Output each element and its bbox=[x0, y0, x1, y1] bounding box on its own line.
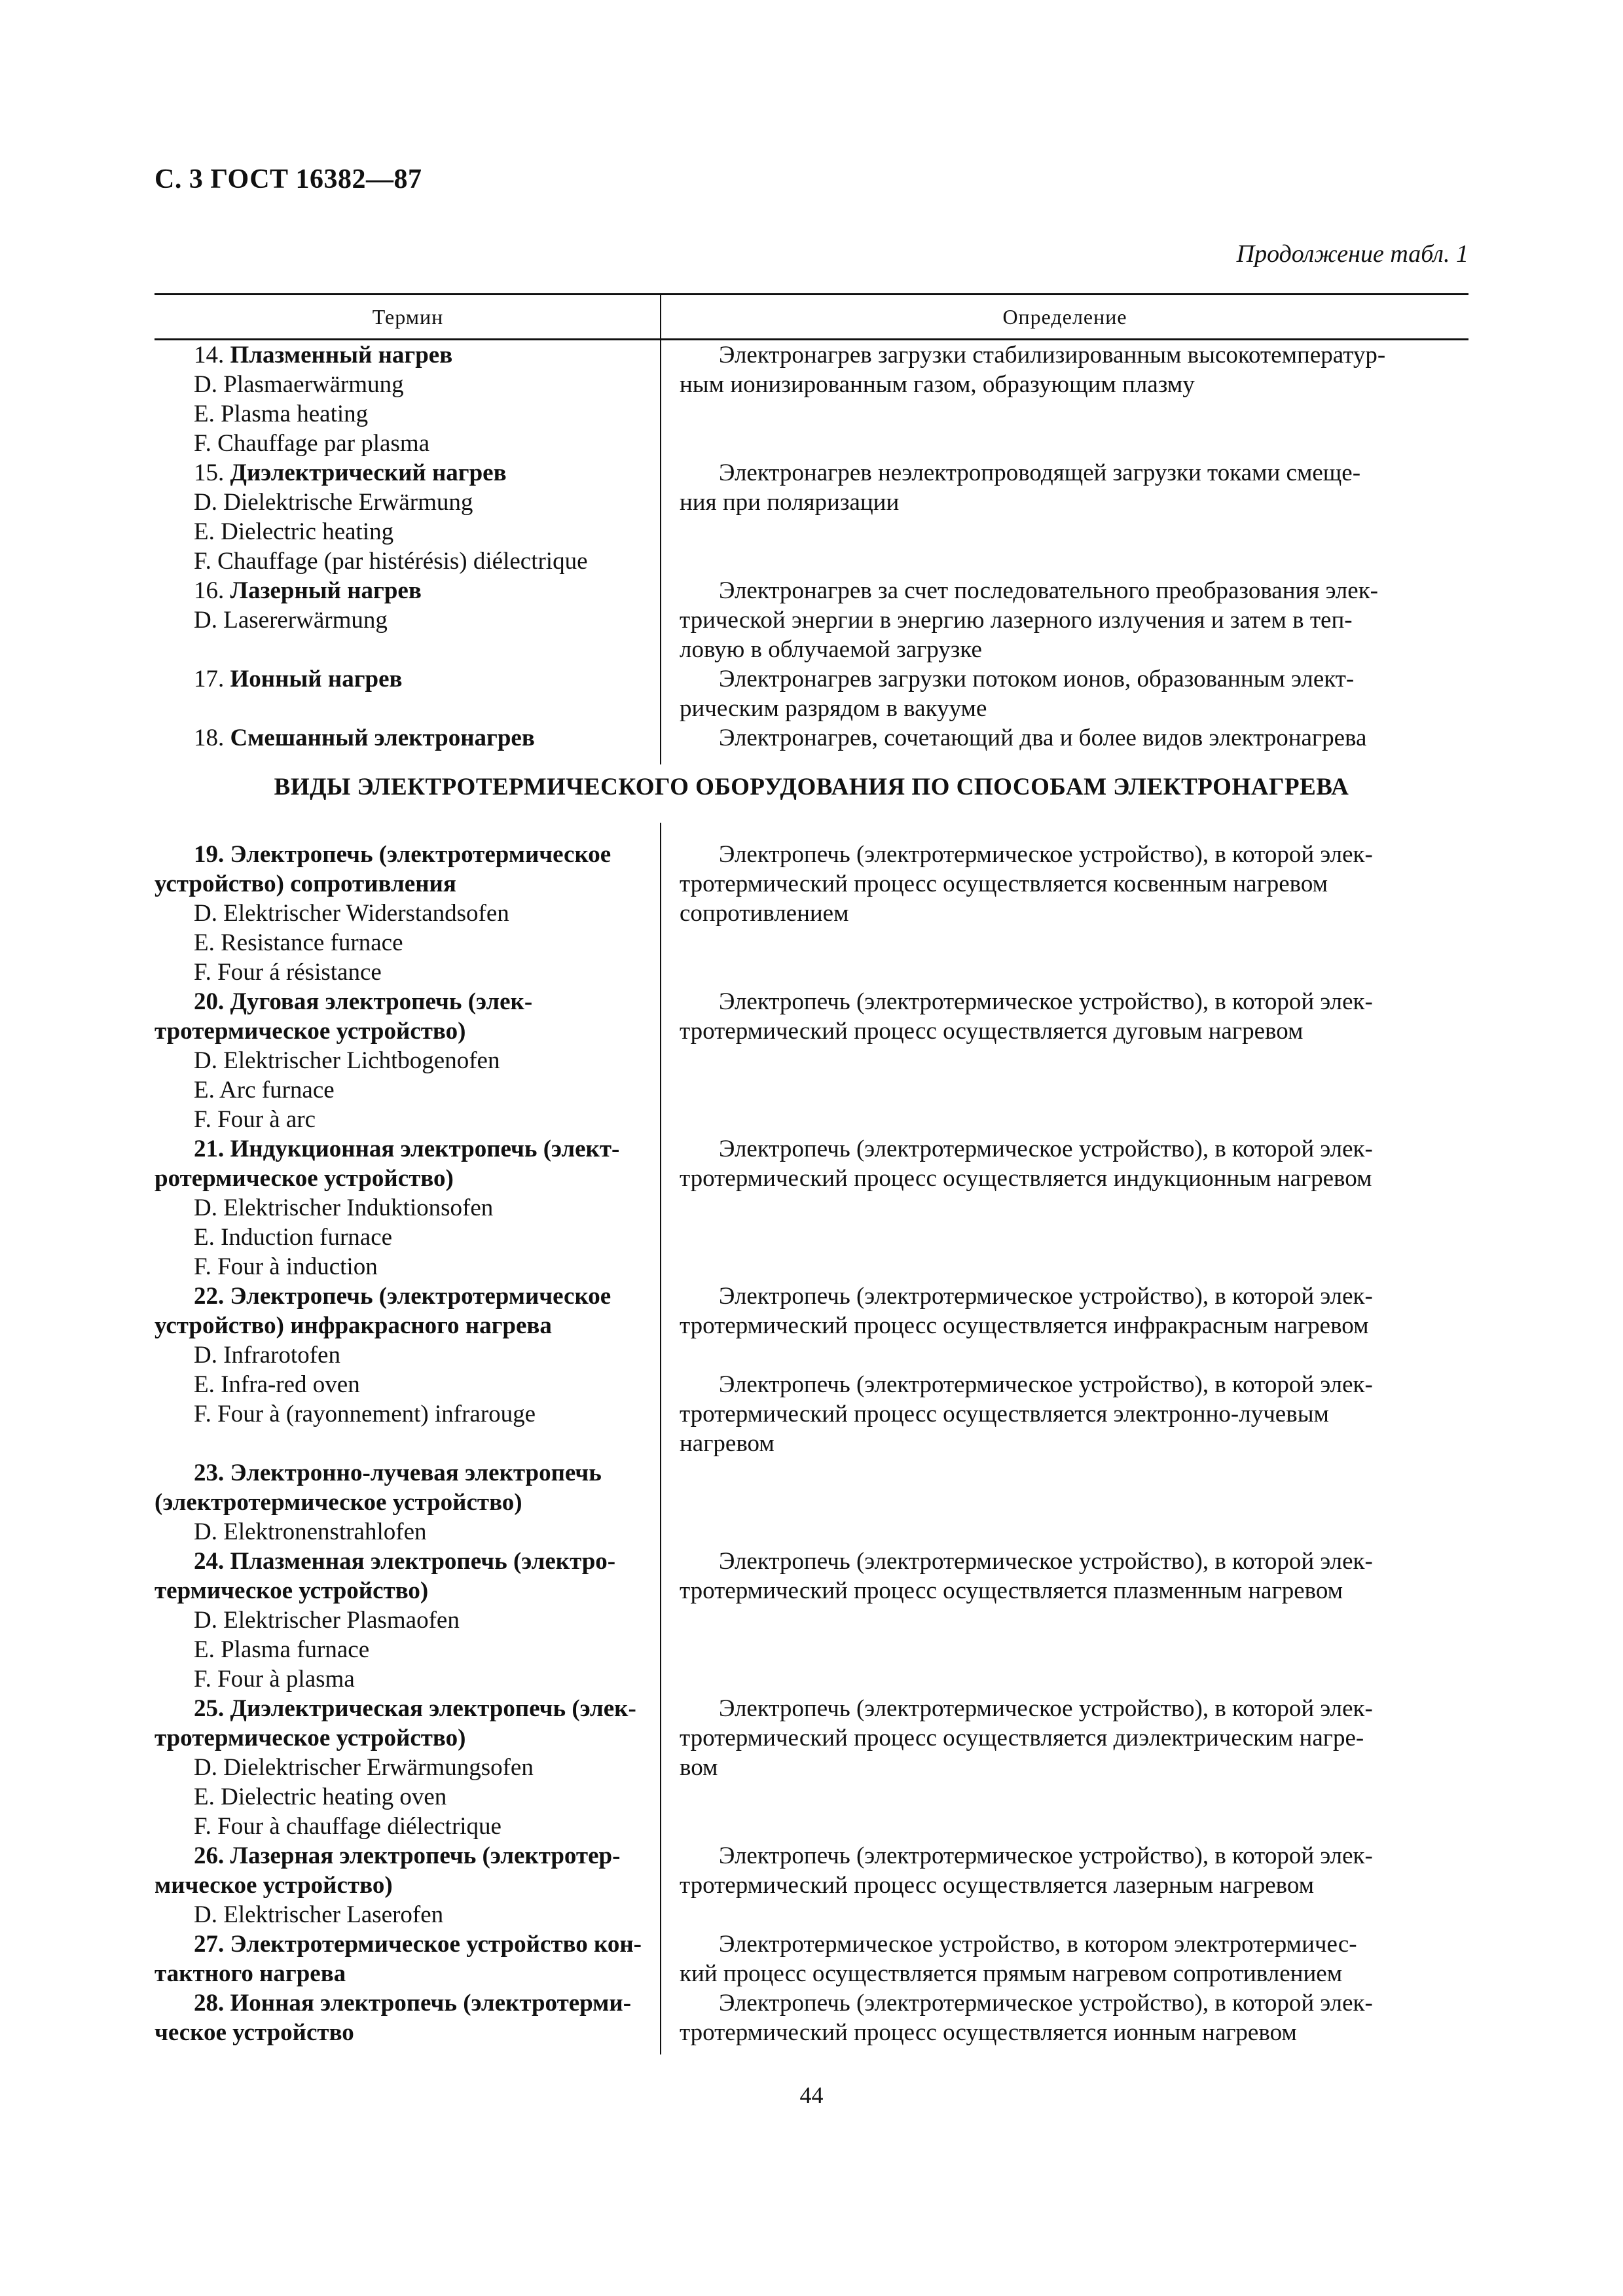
definition-cell bbox=[661, 1458, 1468, 1547]
foreign-equivalent: E. Resistance furnace bbox=[194, 929, 403, 956]
table-row bbox=[155, 987, 1468, 1134]
term-name: 23. Электронно-лучевая электропечь bbox=[194, 1460, 602, 1486]
definition-cell bbox=[661, 576, 1468, 664]
term-name: тротермическое устройство) bbox=[155, 1018, 466, 1045]
definition-cell bbox=[661, 340, 1468, 458]
definition-cell bbox=[661, 987, 1468, 1134]
table-row bbox=[155, 340, 1468, 458]
foreign-equivalent: D. Infrarotofen bbox=[194, 1342, 340, 1369]
term-name: термическое устройство) bbox=[155, 1577, 429, 1604]
foreign-equivalent: E. Dielectric heating bbox=[194, 518, 394, 545]
term-name: 26. Лазерная электропечь (электротер- bbox=[194, 1842, 621, 1869]
term-cell bbox=[155, 1282, 661, 1458]
definition-line: тротермический процесс осуществляется дуговым нагревом bbox=[680, 1018, 1304, 1045]
term-cell bbox=[155, 1841, 661, 1929]
page-number: 44 bbox=[799, 2082, 824, 2108]
term-name: ротермическое устройство) bbox=[155, 1165, 454, 1192]
table-row bbox=[155, 1282, 1468, 1458]
definition-line: Электропечь (электротермическое устройство), в которой элек- bbox=[719, 1371, 1373, 1398]
definition-cell bbox=[661, 458, 1468, 576]
term-name: мическое устройство) bbox=[155, 1872, 393, 1899]
column-header-term: Термин bbox=[372, 304, 444, 329]
definition-cell bbox=[661, 1841, 1468, 1929]
definition-line: Электропечь (электротермическое устройство), в которой элек- bbox=[719, 1695, 1373, 1722]
table-row bbox=[155, 1841, 1468, 1929]
definition-line: Электропечь (электротермическое устройство), в которой элек- bbox=[719, 1136, 1373, 1162]
term-cell bbox=[155, 664, 661, 723]
table-row bbox=[155, 1547, 1468, 1694]
foreign-equivalent: D. Elektrischer Widerstandsofen bbox=[194, 900, 509, 927]
definition-line: ным ионизированным газом, образующим плазму bbox=[680, 371, 1195, 398]
definition-line: Электропечь (электротермическое устройство), в которой элек- bbox=[719, 1842, 1373, 1869]
term-cell bbox=[155, 1929, 661, 1988]
definition-line: Электротермическое устройство, в котором электротермичес- bbox=[719, 1931, 1357, 1958]
foreign-equivalent: F. Four à (rayonnement) infrarouge bbox=[194, 1401, 536, 1427]
term-name: Лазерный нагрев bbox=[230, 577, 422, 604]
table-row bbox=[155, 723, 1468, 753]
term-name: устройство) сопротивления bbox=[155, 870, 456, 897]
column-header-definition: Определение bbox=[1002, 304, 1127, 329]
foreign-equivalent: E. Arc furnace bbox=[194, 1077, 335, 1103]
term-cell bbox=[155, 1547, 661, 1694]
foreign-equivalent: F. Four à chauffage diélectrique bbox=[194, 1813, 501, 1840]
definition-cell bbox=[661, 1988, 1468, 2047]
section-title: ВИДЫ ЭЛЕКТРОТЕРМИЧЕСКОГО ОБОРУДОВАНИЯ ПО СПОСОБАМ ЭЛЕКТРОНАГРЕВА bbox=[274, 774, 1349, 800]
table-row bbox=[155, 1988, 1468, 2047]
term-name: (электротермическое устройство) bbox=[155, 1489, 522, 1516]
definition-line: Электропечь (электротермическое устройство), в которой элек- bbox=[719, 1548, 1373, 1575]
term-cell bbox=[155, 458, 661, 576]
term-number: 16. bbox=[194, 577, 225, 604]
definition-line: Электропечь (электротермическое устройство), в которой элек- bbox=[719, 1990, 1373, 2017]
term-name: Диэлектрический нагрев bbox=[230, 459, 507, 486]
definition-line: трической энергии в энергию лазерного излучения и затем в теп- bbox=[680, 607, 1353, 634]
table-row bbox=[155, 1929, 1468, 1988]
term-name: 22. Электропечь (электротермическое bbox=[194, 1283, 611, 1310]
column-divider bbox=[660, 293, 661, 764]
definition-line: тротермический процесс осуществляется ионным нагревом bbox=[680, 2019, 1297, 2046]
foreign-equivalent: E. Dielectric heating oven bbox=[194, 1784, 447, 1810]
foreign-equivalent: D. Elektrischer Induktionsofen bbox=[194, 1194, 494, 1221]
term-name: 28. Ионная электропечь (электротерми- bbox=[194, 1990, 632, 2017]
term-name: Смешанный электронагрев bbox=[230, 725, 535, 751]
definition-line: тротермический процесс осуществляется инфракрасным нагревом bbox=[680, 1312, 1369, 1339]
foreign-equivalent: D. Elektrischer Laserofen bbox=[194, 1901, 444, 1928]
term-name: 21. Индукционная электропечь (элект- bbox=[194, 1136, 620, 1162]
equipment-terms-block bbox=[155, 840, 1468, 2047]
foreign-equivalent: D. Elektronenstrahlofen bbox=[194, 1518, 427, 1545]
definition-line: Электропечь (электротермическое устройство), в которой элек- bbox=[719, 1283, 1373, 1310]
term-line bbox=[155, 340, 649, 370]
foreign-equivalent: E. Plasma furnace bbox=[194, 1636, 370, 1663]
term-name: Плазменный нагрев bbox=[230, 342, 453, 368]
definition-line bbox=[680, 1340, 1468, 1370]
definition-line: Электронагрев загрузки стабилизированным высокотемператур- bbox=[719, 342, 1386, 368]
term-cell bbox=[155, 1988, 661, 2047]
foreign-equivalent: F. Chauffage par plasma bbox=[194, 430, 430, 457]
definition-line: Электронагрев неэлектропроводящей загрузки токами смеще- bbox=[719, 459, 1361, 486]
foreign-equivalent: D. Dielektrische Erwärmung bbox=[194, 489, 473, 516]
table-row bbox=[155, 840, 1468, 987]
term-name: тактного нагрева bbox=[155, 1960, 346, 1987]
term-cell bbox=[155, 340, 661, 458]
column-divider bbox=[660, 823, 661, 2054]
definition-line: Электропечь (электротермическое устройство), в которой элек- bbox=[719, 841, 1373, 868]
term-number: 18. bbox=[194, 725, 225, 751]
definition-line: тротермический процесс осуществляется косвенным нагревом bbox=[680, 870, 1328, 897]
definition-line: тротермический процесс осуществляется индукционным нагревом bbox=[680, 1165, 1372, 1192]
table-header bbox=[155, 293, 1468, 340]
terms-table bbox=[155, 293, 1468, 2047]
definition-cell bbox=[661, 723, 1468, 753]
table-continuation-note: Продолжение табл. 1 bbox=[1236, 240, 1468, 268]
definition-line: Электропечь (электротермическое устройство), в которой элек- bbox=[719, 988, 1373, 1015]
definition-cell bbox=[661, 840, 1468, 987]
term-cell bbox=[155, 1458, 661, 1547]
foreign-equivalent: F. Four à arc bbox=[194, 1106, 316, 1133]
foreign-equivalent: D. Elektrischer Plasmaofen bbox=[194, 1607, 460, 1634]
foreign-equivalent: F. Four à induction bbox=[194, 1253, 378, 1280]
definition-line: ловую в облучаемой загрузке bbox=[680, 636, 982, 663]
term-name: тротермическое устройство) bbox=[155, 1725, 466, 1751]
term-line bbox=[155, 664, 649, 694]
definition-line: ния при поляризации bbox=[680, 489, 900, 516]
definition-line: вом bbox=[680, 1754, 718, 1781]
definition-line: тротермический процесс осуществляется электронно-лучевым bbox=[680, 1401, 1329, 1427]
table-row bbox=[155, 458, 1468, 576]
definition-line: тротермический процесс осуществляется плазменным нагревом bbox=[680, 1577, 1343, 1604]
foreign-equivalent: E. Plasma heating bbox=[194, 401, 369, 427]
term-line bbox=[155, 458, 649, 488]
foreign-equivalent: E. Induction furnace bbox=[194, 1224, 393, 1251]
term-name: 20. Дуговая электропечь (элек- bbox=[194, 988, 533, 1015]
definition-line: тротермический процесс осуществляется лазерным нагревом bbox=[680, 1872, 1315, 1899]
definition-cell bbox=[661, 1929, 1468, 1988]
term-number: 15. bbox=[194, 459, 225, 486]
term-name: Ионный нагрев bbox=[230, 666, 403, 692]
foreign-equivalent: F. Four à plasma bbox=[194, 1666, 355, 1693]
definition-cell bbox=[661, 1134, 1468, 1282]
definition-cell bbox=[661, 664, 1468, 723]
definition-line: тротермический процесс осуществляется диэлектрическим нагре- bbox=[680, 1725, 1364, 1751]
table-row bbox=[155, 1458, 1468, 1547]
equipment-terms-wrapper bbox=[155, 840, 1468, 2047]
term-cell bbox=[155, 723, 661, 753]
term-line bbox=[155, 576, 649, 605]
term-number: 17. bbox=[194, 666, 225, 692]
definition-line: сопротивлением bbox=[680, 900, 849, 927]
definition-cell bbox=[661, 1282, 1468, 1458]
definition-line: кий процесс осуществляется прямым нагревом сопротивлением bbox=[680, 1960, 1343, 1987]
term-name: устройство) инфракрасного нагрева bbox=[155, 1312, 552, 1339]
term-cell bbox=[155, 840, 661, 987]
foreign-equivalent: D. Elektrischer Lichtbogenofen bbox=[194, 1047, 500, 1074]
definition-line: Электронагрев загрузки потоком ионов, образованным элект- bbox=[719, 666, 1355, 692]
foreign-equivalent: D. Lasererwärmung bbox=[194, 607, 388, 634]
term-name: 27. Электротермическое устройство кон- bbox=[194, 1931, 642, 1958]
table-row bbox=[155, 1134, 1468, 1282]
definition-cell bbox=[661, 1547, 1468, 1694]
term-cell bbox=[155, 576, 661, 664]
term-name: 25. Диэлектрическая электропечь (элек- bbox=[194, 1695, 636, 1722]
term-name: 24. Плазменная электропечь (электро- bbox=[194, 1548, 616, 1575]
definition-line: Электронагрев, сочетающий два и более видов электронагрева bbox=[719, 725, 1367, 751]
term-cell bbox=[155, 987, 661, 1134]
term-line bbox=[155, 723, 649, 753]
foreign-equivalent: F. Chauffage (par histérésis) diélectrique bbox=[194, 548, 588, 575]
definition-line: Электронагрев за счет последовательного преобразования элек- bbox=[719, 577, 1378, 604]
foreign-equivalent: F. Four á résistance bbox=[194, 959, 382, 986]
page-header: С. 3 ГОСТ 16382—87 bbox=[155, 164, 422, 194]
table-row bbox=[155, 1694, 1468, 1841]
table-row bbox=[155, 576, 1468, 664]
term-cell bbox=[155, 1134, 661, 1282]
table-row bbox=[155, 664, 1468, 723]
term-name: ческое устройство bbox=[155, 2019, 354, 2046]
definition-line: нагревом bbox=[680, 1430, 775, 1457]
definition-cell bbox=[661, 1694, 1468, 1841]
foreign-equivalent: D. Plasmaerwärmung bbox=[194, 371, 404, 398]
foreign-equivalent: E. Infra-red oven bbox=[194, 1371, 360, 1398]
term-cell bbox=[155, 1694, 661, 1841]
heating-terms-block bbox=[155, 340, 1468, 753]
foreign-equivalent: D. Dielektrischer Erwärmungsofen bbox=[194, 1754, 534, 1781]
term-name: 19. Электропечь (электротермическое bbox=[194, 841, 611, 868]
definition-line: рическим разрядом в вакууме bbox=[680, 695, 987, 722]
term-number: 14. bbox=[194, 342, 225, 368]
